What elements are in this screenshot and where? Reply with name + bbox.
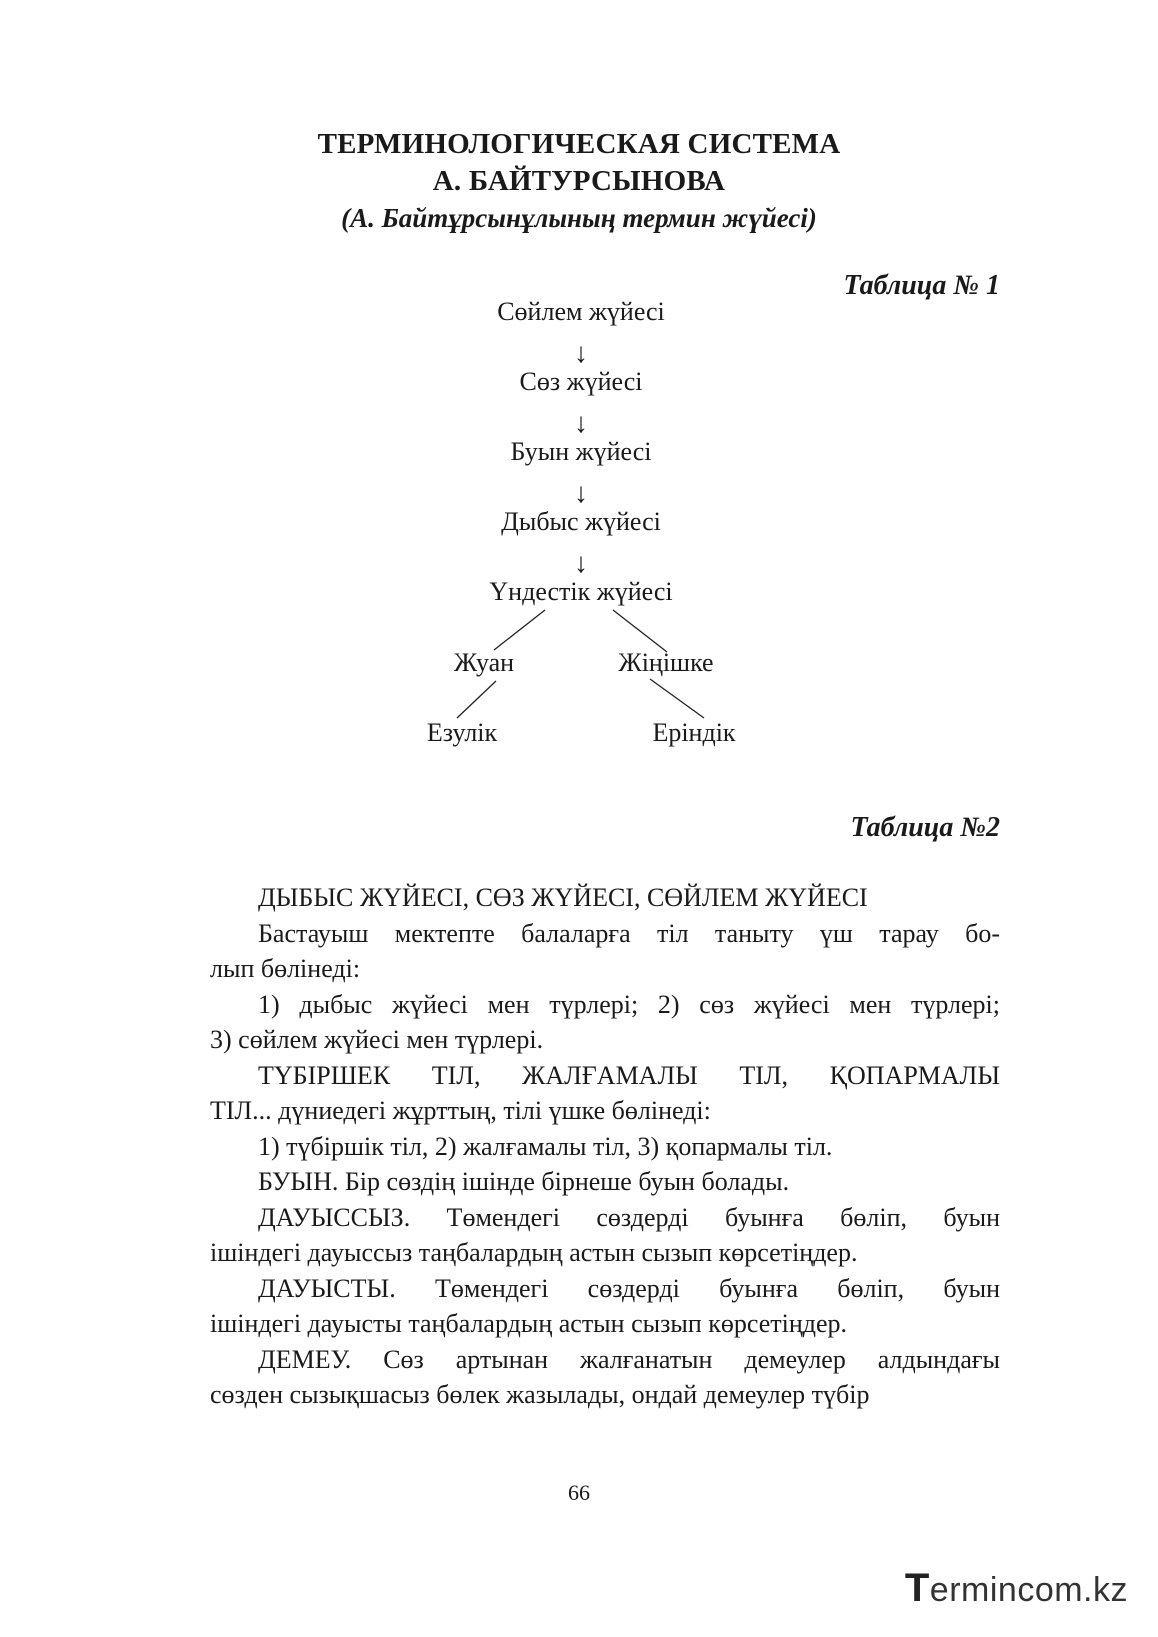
down-arrow-icon: ↓: [574, 338, 588, 369]
body-line: 1) түбіршік тіл, 2) жалғамалы тіл, 3) қопармалы тіл.: [258, 1131, 833, 1161]
table-1-label: Таблица № 1: [843, 270, 1000, 301]
tree-node-back-vowels: Жуан: [453, 648, 515, 677]
tree-node-sound-system: Дыбыс жүйесі: [501, 507, 661, 536]
body-line: ішіндегі дауыссыз таңбалардың астын сызып көрсетіңдер.: [210, 1238, 858, 1267]
body-line: ТҮБІРШЕК ТІЛ, ЖАЛҒАМАЛЫ ТІЛ, ҚОПАРМАЛЫ: [258, 1060, 1000, 1090]
body-line: ДАУЫССЫЗ. Төмендегі сөздерді буынға бөліп, буын: [258, 1202, 1000, 1232]
page-title-line-1: ТЕРМИНОЛОГИЧЕСКАЯ СИСТЕМА: [317, 128, 841, 160]
tree-node-unrounded: Езулік: [426, 718, 498, 747]
page-number: 66: [568, 1480, 590, 1505]
body-text: [210, 880, 1000, 1413]
body-line: БУЫН. Бір сөздің ішінде бірнеше буын болады.: [258, 1167, 790, 1196]
tree-node-front-vowels: Жіңішке: [618, 648, 714, 677]
body-line: Бастауыш мектепте балаларға тіл таныту үш тарау бо-: [258, 918, 1000, 948]
down-arrow-icon: ↓: [574, 478, 588, 509]
body-line: ішіндегі дауысты таңбалардың астын сызып көрсетіңдер.: [210, 1309, 848, 1338]
connector-front-to-rounded: [650, 679, 704, 718]
down-arrow-icon: ↓: [574, 408, 588, 439]
connector-harmony-to-front: [613, 610, 667, 652]
connector-harmony-to-back: [494, 610, 545, 650]
body-line: 1) дыбыс жүйесі мен түрлері; 2) сөз жүйесі мен түрлері;: [258, 989, 1000, 1019]
table-2-label: Таблица №2: [850, 812, 1000, 843]
tree-node-sentence-system: Сөйлем жүйесі: [497, 297, 665, 326]
connector-back-to-unrounded: [457, 681, 496, 718]
body-line: ДЫБЫС ЖҮЙЕСІ, СӨЗ ЖҮЙЕСІ, СӨЙЛЕМ ЖҮЙЕСІ: [258, 883, 868, 912]
body-line: ДАУЫСТЫ. Төмендегі сөздерді буынға бөліп, буын: [258, 1273, 1000, 1303]
body-line: 3) сөйлем жүйесі мен түрлері.: [210, 1025, 544, 1054]
site-watermark: [905, 1566, 1128, 1611]
tree-connector-lines: [0, 0, 1158, 800]
tree-node-word-system: Сөз жүйесі: [519, 367, 643, 396]
tree-node-harmony-system: Үндестік жүйесі: [489, 577, 673, 606]
body-line: лып бөлінеді:: [210, 954, 361, 983]
body-line: ТІЛ... дүниедегі жұрттың, тілі үшке бөлінеді:: [210, 1096, 711, 1125]
body-line: сөзден сызықшасыз бөлек жазылады, ондай демеулер түбір: [210, 1380, 870, 1409]
tree-node-syllable-system: Буын жүйесі: [510, 437, 652, 466]
page-subtitle: (А. Байтұрсынұлының термин жүйесі): [341, 203, 817, 233]
page-title-line-2: А. БАЙТУРСЫНОВА: [432, 165, 726, 197]
tree-node-rounded: Еріндік: [652, 718, 736, 747]
watermark-letter: T: [904, 1566, 930, 1610]
down-arrow-icon: ↓: [574, 548, 588, 579]
body-line: ДЕМЕУ. Сөз артынан жалғанатын демеулер алдындағы: [258, 1344, 1000, 1374]
watermark-text: ermincom.kz: [929, 1571, 1128, 1609]
